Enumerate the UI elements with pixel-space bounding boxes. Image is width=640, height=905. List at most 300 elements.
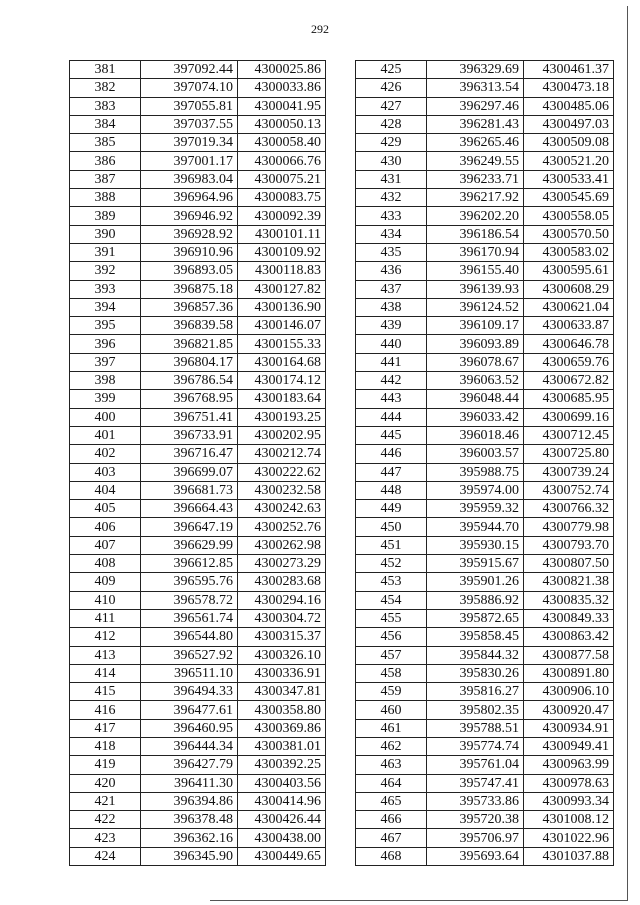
y-coordinate-cell: 4300252.76: [238, 518, 326, 536]
point-number-cell: 433: [356, 207, 427, 225]
table-row: [356, 683, 614, 701]
y-coordinate-cell: 4300906.10: [524, 683, 614, 701]
table-row: [356, 170, 614, 188]
point-number-cell: 448: [356, 481, 427, 499]
x-coordinate-cell: 395872.65: [427, 609, 524, 627]
y-coordinate-cell: 4300659.76: [524, 353, 614, 371]
table-row: [356, 481, 614, 499]
x-coordinate-cell: 397074.10: [141, 79, 238, 97]
x-coordinate-cell: 396444.34: [141, 737, 238, 755]
point-number-cell: 427: [356, 97, 427, 115]
point-number-cell: 412: [70, 628, 141, 646]
table-row: [70, 847, 326, 865]
point-number-cell: 407: [70, 536, 141, 554]
point-number-cell: 387: [70, 170, 141, 188]
y-coordinate-cell: 4300273.29: [238, 555, 326, 573]
y-coordinate-cell: 4300193.25: [238, 408, 326, 426]
x-coordinate-cell: 396018.46: [427, 426, 524, 444]
x-coordinate-cell: 396527.92: [141, 646, 238, 664]
y-coordinate-cell: 4300934.91: [524, 719, 614, 737]
table-row: [356, 262, 614, 280]
point-number-cell: 455: [356, 609, 427, 627]
table-row: [70, 243, 326, 261]
point-number-cell: 449: [356, 500, 427, 518]
x-coordinate-cell: 395915.67: [427, 555, 524, 573]
x-coordinate-cell: 397092.44: [141, 61, 238, 79]
y-coordinate-cell: 4300392.25: [238, 756, 326, 774]
table-row: [356, 701, 614, 719]
point-number-cell: 393: [70, 280, 141, 298]
point-number-cell: 424: [70, 847, 141, 865]
table-row: [356, 225, 614, 243]
y-coordinate-cell: 4300426.44: [238, 811, 326, 829]
point-number-cell: 453: [356, 573, 427, 591]
y-coordinate-cell: 4300146.07: [238, 317, 326, 335]
x-coordinate-cell: 395901.26: [427, 573, 524, 591]
y-coordinate-cell: 4300174.12: [238, 372, 326, 390]
table-row: [356, 518, 614, 536]
y-coordinate-cell: 4300283.68: [238, 573, 326, 591]
y-coordinate-cell: 4300025.86: [238, 61, 326, 79]
point-number-cell: 423: [70, 829, 141, 847]
y-coordinate-cell: 4300066.76: [238, 152, 326, 170]
x-coordinate-cell: 396544.80: [141, 628, 238, 646]
table-row: [70, 463, 326, 481]
y-coordinate-cell: 4300920.47: [524, 701, 614, 719]
table-row: [70, 664, 326, 682]
table-row: [356, 573, 614, 591]
x-coordinate-cell: 396202.20: [427, 207, 524, 225]
point-number-cell: 436: [356, 262, 427, 280]
x-coordinate-cell: 395788.51: [427, 719, 524, 737]
table-row: [356, 298, 614, 316]
point-number-cell: 401: [70, 426, 141, 444]
point-number-cell: 421: [70, 792, 141, 810]
table-row: [356, 426, 614, 444]
point-number-cell: 391: [70, 243, 141, 261]
point-number-cell: 462: [356, 737, 427, 755]
x-coordinate-cell: 396681.73: [141, 481, 238, 499]
y-coordinate-cell: 4300183.64: [238, 390, 326, 408]
point-number-cell: 422: [70, 811, 141, 829]
table-row: [70, 207, 326, 225]
y-coordinate-cell: 4300118.83: [238, 262, 326, 280]
point-number-cell: 438: [356, 298, 427, 316]
table-row: [70, 61, 326, 79]
point-number-cell: 392: [70, 262, 141, 280]
point-number-cell: 428: [356, 115, 427, 133]
table-row: [356, 847, 614, 865]
y-coordinate-cell: 4300092.39: [238, 207, 326, 225]
table-row: [70, 518, 326, 536]
x-coordinate-cell: 395858.45: [427, 628, 524, 646]
table-row: [70, 189, 326, 207]
y-coordinate-cell: 4300712.45: [524, 426, 614, 444]
page-bottom-line: [210, 900, 628, 901]
table-row: [70, 628, 326, 646]
x-coordinate-cell: 396821.85: [141, 335, 238, 353]
point-number-cell: 446: [356, 445, 427, 463]
y-coordinate-cell: 4300381.01: [238, 737, 326, 755]
point-number-cell: 383: [70, 97, 141, 115]
table-row: [356, 280, 614, 298]
y-coordinate-cell: 4300485.06: [524, 97, 614, 115]
table-row: [356, 591, 614, 609]
y-coordinate-cell: 4300963.99: [524, 756, 614, 774]
table-row: [70, 280, 326, 298]
table-row: [70, 701, 326, 719]
y-coordinate-cell: 4300685.95: [524, 390, 614, 408]
y-coordinate-cell: 4300326.10: [238, 646, 326, 664]
y-coordinate-cell: 4300863.42: [524, 628, 614, 646]
table-row: [70, 573, 326, 591]
table-row: [70, 792, 326, 810]
table-row: [356, 390, 614, 408]
x-coordinate-cell: 395959.32: [427, 500, 524, 518]
point-number-cell: 385: [70, 134, 141, 152]
x-coordinate-cell: 396313.54: [427, 79, 524, 97]
point-number-cell: 447: [356, 463, 427, 481]
point-number-cell: 398: [70, 372, 141, 390]
point-number-cell: 382: [70, 79, 141, 97]
coordinates-table-left: [69, 60, 326, 866]
table-row: [70, 115, 326, 133]
x-coordinate-cell: 396170.94: [427, 243, 524, 261]
y-coordinate-cell: 4300672.82: [524, 372, 614, 390]
table-row: [70, 225, 326, 243]
table-row: [70, 737, 326, 755]
x-coordinate-cell: 395802.35: [427, 701, 524, 719]
x-coordinate-cell: 396411.30: [141, 774, 238, 792]
table-row: [356, 664, 614, 682]
table-row: [70, 353, 326, 371]
x-coordinate-cell: 396857.36: [141, 298, 238, 316]
y-coordinate-cell: 4300347.81: [238, 683, 326, 701]
x-coordinate-cell: 396983.04: [141, 170, 238, 188]
y-coordinate-cell: 4300821.38: [524, 573, 614, 591]
point-number-cell: 414: [70, 664, 141, 682]
x-coordinate-cell: 396155.40: [427, 262, 524, 280]
y-coordinate-cell: 4300621.04: [524, 298, 614, 316]
point-number-cell: 434: [356, 225, 427, 243]
y-coordinate-cell: 4300304.72: [238, 609, 326, 627]
table-row: [70, 829, 326, 847]
point-number-cell: 461: [356, 719, 427, 737]
y-coordinate-cell: 4300242.63: [238, 500, 326, 518]
table-row: [356, 317, 614, 335]
point-number-cell: 442: [356, 372, 427, 390]
point-number-cell: 439: [356, 317, 427, 335]
x-coordinate-cell: 396786.54: [141, 372, 238, 390]
x-coordinate-cell: 396249.55: [427, 152, 524, 170]
y-coordinate-cell: 4300164.68: [238, 353, 326, 371]
page-number: 292: [311, 22, 329, 36]
y-coordinate-cell: 4300646.78: [524, 335, 614, 353]
x-coordinate-cell: 396595.76: [141, 573, 238, 591]
point-number-cell: 408: [70, 555, 141, 573]
y-coordinate-cell: 4300449.65: [238, 847, 326, 865]
table-row: [356, 463, 614, 481]
x-coordinate-cell: 396078.67: [427, 353, 524, 371]
x-coordinate-cell: 395830.26: [427, 664, 524, 682]
point-number-cell: 419: [70, 756, 141, 774]
point-number-cell: 413: [70, 646, 141, 664]
y-coordinate-cell: 4300533.41: [524, 170, 614, 188]
y-coordinate-cell: 4300891.80: [524, 664, 614, 682]
point-number-cell: 459: [356, 683, 427, 701]
x-coordinate-cell: 395747.41: [427, 774, 524, 792]
y-coordinate-cell: 4300739.24: [524, 463, 614, 481]
point-number-cell: 468: [356, 847, 427, 865]
table-row: [356, 756, 614, 774]
table-row: [356, 115, 614, 133]
table-row: [70, 481, 326, 499]
y-coordinate-cell: 4300473.18: [524, 79, 614, 97]
y-coordinate-cell: 4300752.74: [524, 481, 614, 499]
y-coordinate-cell: 4300136.90: [238, 298, 326, 316]
x-coordinate-cell: 396647.19: [141, 518, 238, 536]
y-coordinate-cell: 4300155.33: [238, 335, 326, 353]
point-number-cell: 437: [356, 280, 427, 298]
y-coordinate-cell: 4300202.95: [238, 426, 326, 444]
point-number-cell: 386: [70, 152, 141, 170]
x-coordinate-cell: 395774.74: [427, 737, 524, 755]
table-row: [70, 335, 326, 353]
point-number-cell: 457: [356, 646, 427, 664]
x-coordinate-cell: 395974.00: [427, 481, 524, 499]
table-row: [70, 811, 326, 829]
table-row: [70, 555, 326, 573]
point-number-cell: 405: [70, 500, 141, 518]
y-coordinate-cell: 4300232.58: [238, 481, 326, 499]
table-row: [356, 152, 614, 170]
x-coordinate-cell: 396751.41: [141, 408, 238, 426]
table-row: [356, 609, 614, 627]
table-row: [356, 243, 614, 261]
y-coordinate-cell: 4301022.96: [524, 829, 614, 847]
table-row: [356, 719, 614, 737]
table-row: [356, 335, 614, 353]
x-coordinate-cell: 396297.46: [427, 97, 524, 115]
coordinates-table-right: [355, 60, 614, 866]
point-number-cell: 429: [356, 134, 427, 152]
y-coordinate-cell: 4300262.98: [238, 536, 326, 554]
x-coordinate-cell: 396033.42: [427, 408, 524, 426]
table-row: [356, 555, 614, 573]
y-coordinate-cell: 4300949.41: [524, 737, 614, 755]
y-coordinate-cell: 4300545.69: [524, 189, 614, 207]
x-coordinate-cell: 395930.15: [427, 536, 524, 554]
point-number-cell: 402: [70, 445, 141, 463]
y-coordinate-cell: 4300849.33: [524, 609, 614, 627]
x-coordinate-cell: 396964.96: [141, 189, 238, 207]
table-row: [70, 390, 326, 408]
y-coordinate-cell: 4300438.00: [238, 829, 326, 847]
y-coordinate-cell: 4300414.96: [238, 792, 326, 810]
x-coordinate-cell: 395720.38: [427, 811, 524, 829]
point-number-cell: 409: [70, 573, 141, 591]
table-row: [356, 628, 614, 646]
table-row: [356, 445, 614, 463]
x-coordinate-cell: 396477.61: [141, 701, 238, 719]
x-coordinate-cell: 396394.86: [141, 792, 238, 810]
y-coordinate-cell: 4300699.16: [524, 408, 614, 426]
point-number-cell: 463: [356, 756, 427, 774]
y-coordinate-cell: 4300583.02: [524, 243, 614, 261]
x-coordinate-cell: 396511.10: [141, 664, 238, 682]
x-coordinate-cell: 396003.57: [427, 445, 524, 463]
x-coordinate-cell: 396460.95: [141, 719, 238, 737]
table-row: [356, 97, 614, 115]
point-number-cell: 399: [70, 390, 141, 408]
table-row: [356, 829, 614, 847]
table-row: [356, 500, 614, 518]
table-row: [70, 646, 326, 664]
y-coordinate-cell: 4300222.62: [238, 463, 326, 481]
y-coordinate-cell: 4300403.56: [238, 774, 326, 792]
table-row: [356, 646, 614, 664]
x-coordinate-cell: 397055.81: [141, 97, 238, 115]
point-number-cell: 425: [356, 61, 427, 79]
x-coordinate-cell: 396839.58: [141, 317, 238, 335]
x-coordinate-cell: 396378.48: [141, 811, 238, 829]
point-number-cell: 417: [70, 719, 141, 737]
x-coordinate-cell: 396733.91: [141, 426, 238, 444]
table-row: [356, 372, 614, 390]
table-row: [70, 372, 326, 390]
x-coordinate-cell: 396664.43: [141, 500, 238, 518]
point-number-cell: 440: [356, 335, 427, 353]
y-coordinate-cell: 4300779.98: [524, 518, 614, 536]
table-row: [70, 683, 326, 701]
x-coordinate-cell: 396233.71: [427, 170, 524, 188]
point-number-cell: 410: [70, 591, 141, 609]
x-coordinate-cell: 395761.04: [427, 756, 524, 774]
y-coordinate-cell: 4300050.13: [238, 115, 326, 133]
x-coordinate-cell: 396928.92: [141, 225, 238, 243]
table-row: [70, 500, 326, 518]
point-number-cell: 394: [70, 298, 141, 316]
y-coordinate-cell: 4300294.16: [238, 591, 326, 609]
y-coordinate-cell: 4300033.86: [238, 79, 326, 97]
point-number-cell: 432: [356, 189, 427, 207]
x-coordinate-cell: 396139.93: [427, 280, 524, 298]
point-number-cell: 443: [356, 390, 427, 408]
y-coordinate-cell: 4300608.29: [524, 280, 614, 298]
point-number-cell: 426: [356, 79, 427, 97]
table-row: [70, 408, 326, 426]
table-row: [70, 445, 326, 463]
table-row: [70, 591, 326, 609]
point-number-cell: 450: [356, 518, 427, 536]
x-coordinate-cell: 396768.95: [141, 390, 238, 408]
x-coordinate-cell: 395886.92: [427, 591, 524, 609]
point-number-cell: 431: [356, 170, 427, 188]
point-number-cell: 403: [70, 463, 141, 481]
y-coordinate-cell: 4300058.40: [238, 134, 326, 152]
y-coordinate-cell: 4300595.61: [524, 262, 614, 280]
table-row: [356, 408, 614, 426]
x-coordinate-cell: 395988.75: [427, 463, 524, 481]
y-coordinate-cell: 4300835.32: [524, 591, 614, 609]
point-number-cell: 420: [70, 774, 141, 792]
y-coordinate-cell: 4300633.87: [524, 317, 614, 335]
y-coordinate-cell: 4300509.08: [524, 134, 614, 152]
x-coordinate-cell: 396186.54: [427, 225, 524, 243]
x-coordinate-cell: 395693.64: [427, 847, 524, 865]
point-number-cell: 435: [356, 243, 427, 261]
point-number-cell: 411: [70, 609, 141, 627]
point-number-cell: 451: [356, 536, 427, 554]
x-coordinate-cell: 395816.27: [427, 683, 524, 701]
point-number-cell: 397: [70, 353, 141, 371]
y-coordinate-cell: 4301037.88: [524, 847, 614, 865]
point-number-cell: 406: [70, 518, 141, 536]
table-row: [70, 774, 326, 792]
point-number-cell: 404: [70, 481, 141, 499]
point-number-cell: 415: [70, 683, 141, 701]
x-coordinate-cell: 396612.85: [141, 555, 238, 573]
y-coordinate-cell: 4300725.80: [524, 445, 614, 463]
x-coordinate-cell: 395733.86: [427, 792, 524, 810]
x-coordinate-cell: 396265.46: [427, 134, 524, 152]
y-coordinate-cell: 4300369.86: [238, 719, 326, 737]
point-number-cell: 452: [356, 555, 427, 573]
table-row: [70, 262, 326, 280]
x-coordinate-cell: 396329.69: [427, 61, 524, 79]
page-edge-line: [627, 6, 628, 901]
table-row: [70, 719, 326, 737]
x-coordinate-cell: 396427.79: [141, 756, 238, 774]
x-coordinate-cell: 396629.99: [141, 536, 238, 554]
table-row: [356, 536, 614, 554]
x-coordinate-cell: 396093.89: [427, 335, 524, 353]
point-number-cell: 445: [356, 426, 427, 444]
point-number-cell: 381: [70, 61, 141, 79]
x-coordinate-cell: 397001.17: [141, 152, 238, 170]
point-number-cell: 467: [356, 829, 427, 847]
y-coordinate-cell: 4300570.50: [524, 225, 614, 243]
point-number-cell: 388: [70, 189, 141, 207]
x-coordinate-cell: 396494.33: [141, 683, 238, 701]
y-coordinate-cell: 4300041.95: [238, 97, 326, 115]
point-number-cell: 430: [356, 152, 427, 170]
point-number-cell: 464: [356, 774, 427, 792]
y-coordinate-cell: 4301008.12: [524, 811, 614, 829]
x-coordinate-cell: 396804.17: [141, 353, 238, 371]
table-row: [356, 207, 614, 225]
point-number-cell: 396: [70, 335, 141, 353]
y-coordinate-cell: 4300807.50: [524, 555, 614, 573]
y-coordinate-cell: 4300315.37: [238, 628, 326, 646]
y-coordinate-cell: 4300101.11: [238, 225, 326, 243]
y-coordinate-cell: 4300127.82: [238, 280, 326, 298]
x-coordinate-cell: 396561.74: [141, 609, 238, 627]
x-coordinate-cell: 396578.72: [141, 591, 238, 609]
x-coordinate-cell: 395944.70: [427, 518, 524, 536]
x-coordinate-cell: 396946.92: [141, 207, 238, 225]
x-coordinate-cell: 396109.17: [427, 317, 524, 335]
table-row: [70, 536, 326, 554]
table-row: [70, 298, 326, 316]
point-number-cell: 389: [70, 207, 141, 225]
table-row: [70, 756, 326, 774]
point-number-cell: 395: [70, 317, 141, 335]
table-row: [70, 609, 326, 627]
y-coordinate-cell: 4300212.74: [238, 445, 326, 463]
x-coordinate-cell: 396345.90: [141, 847, 238, 865]
point-number-cell: 444: [356, 408, 427, 426]
